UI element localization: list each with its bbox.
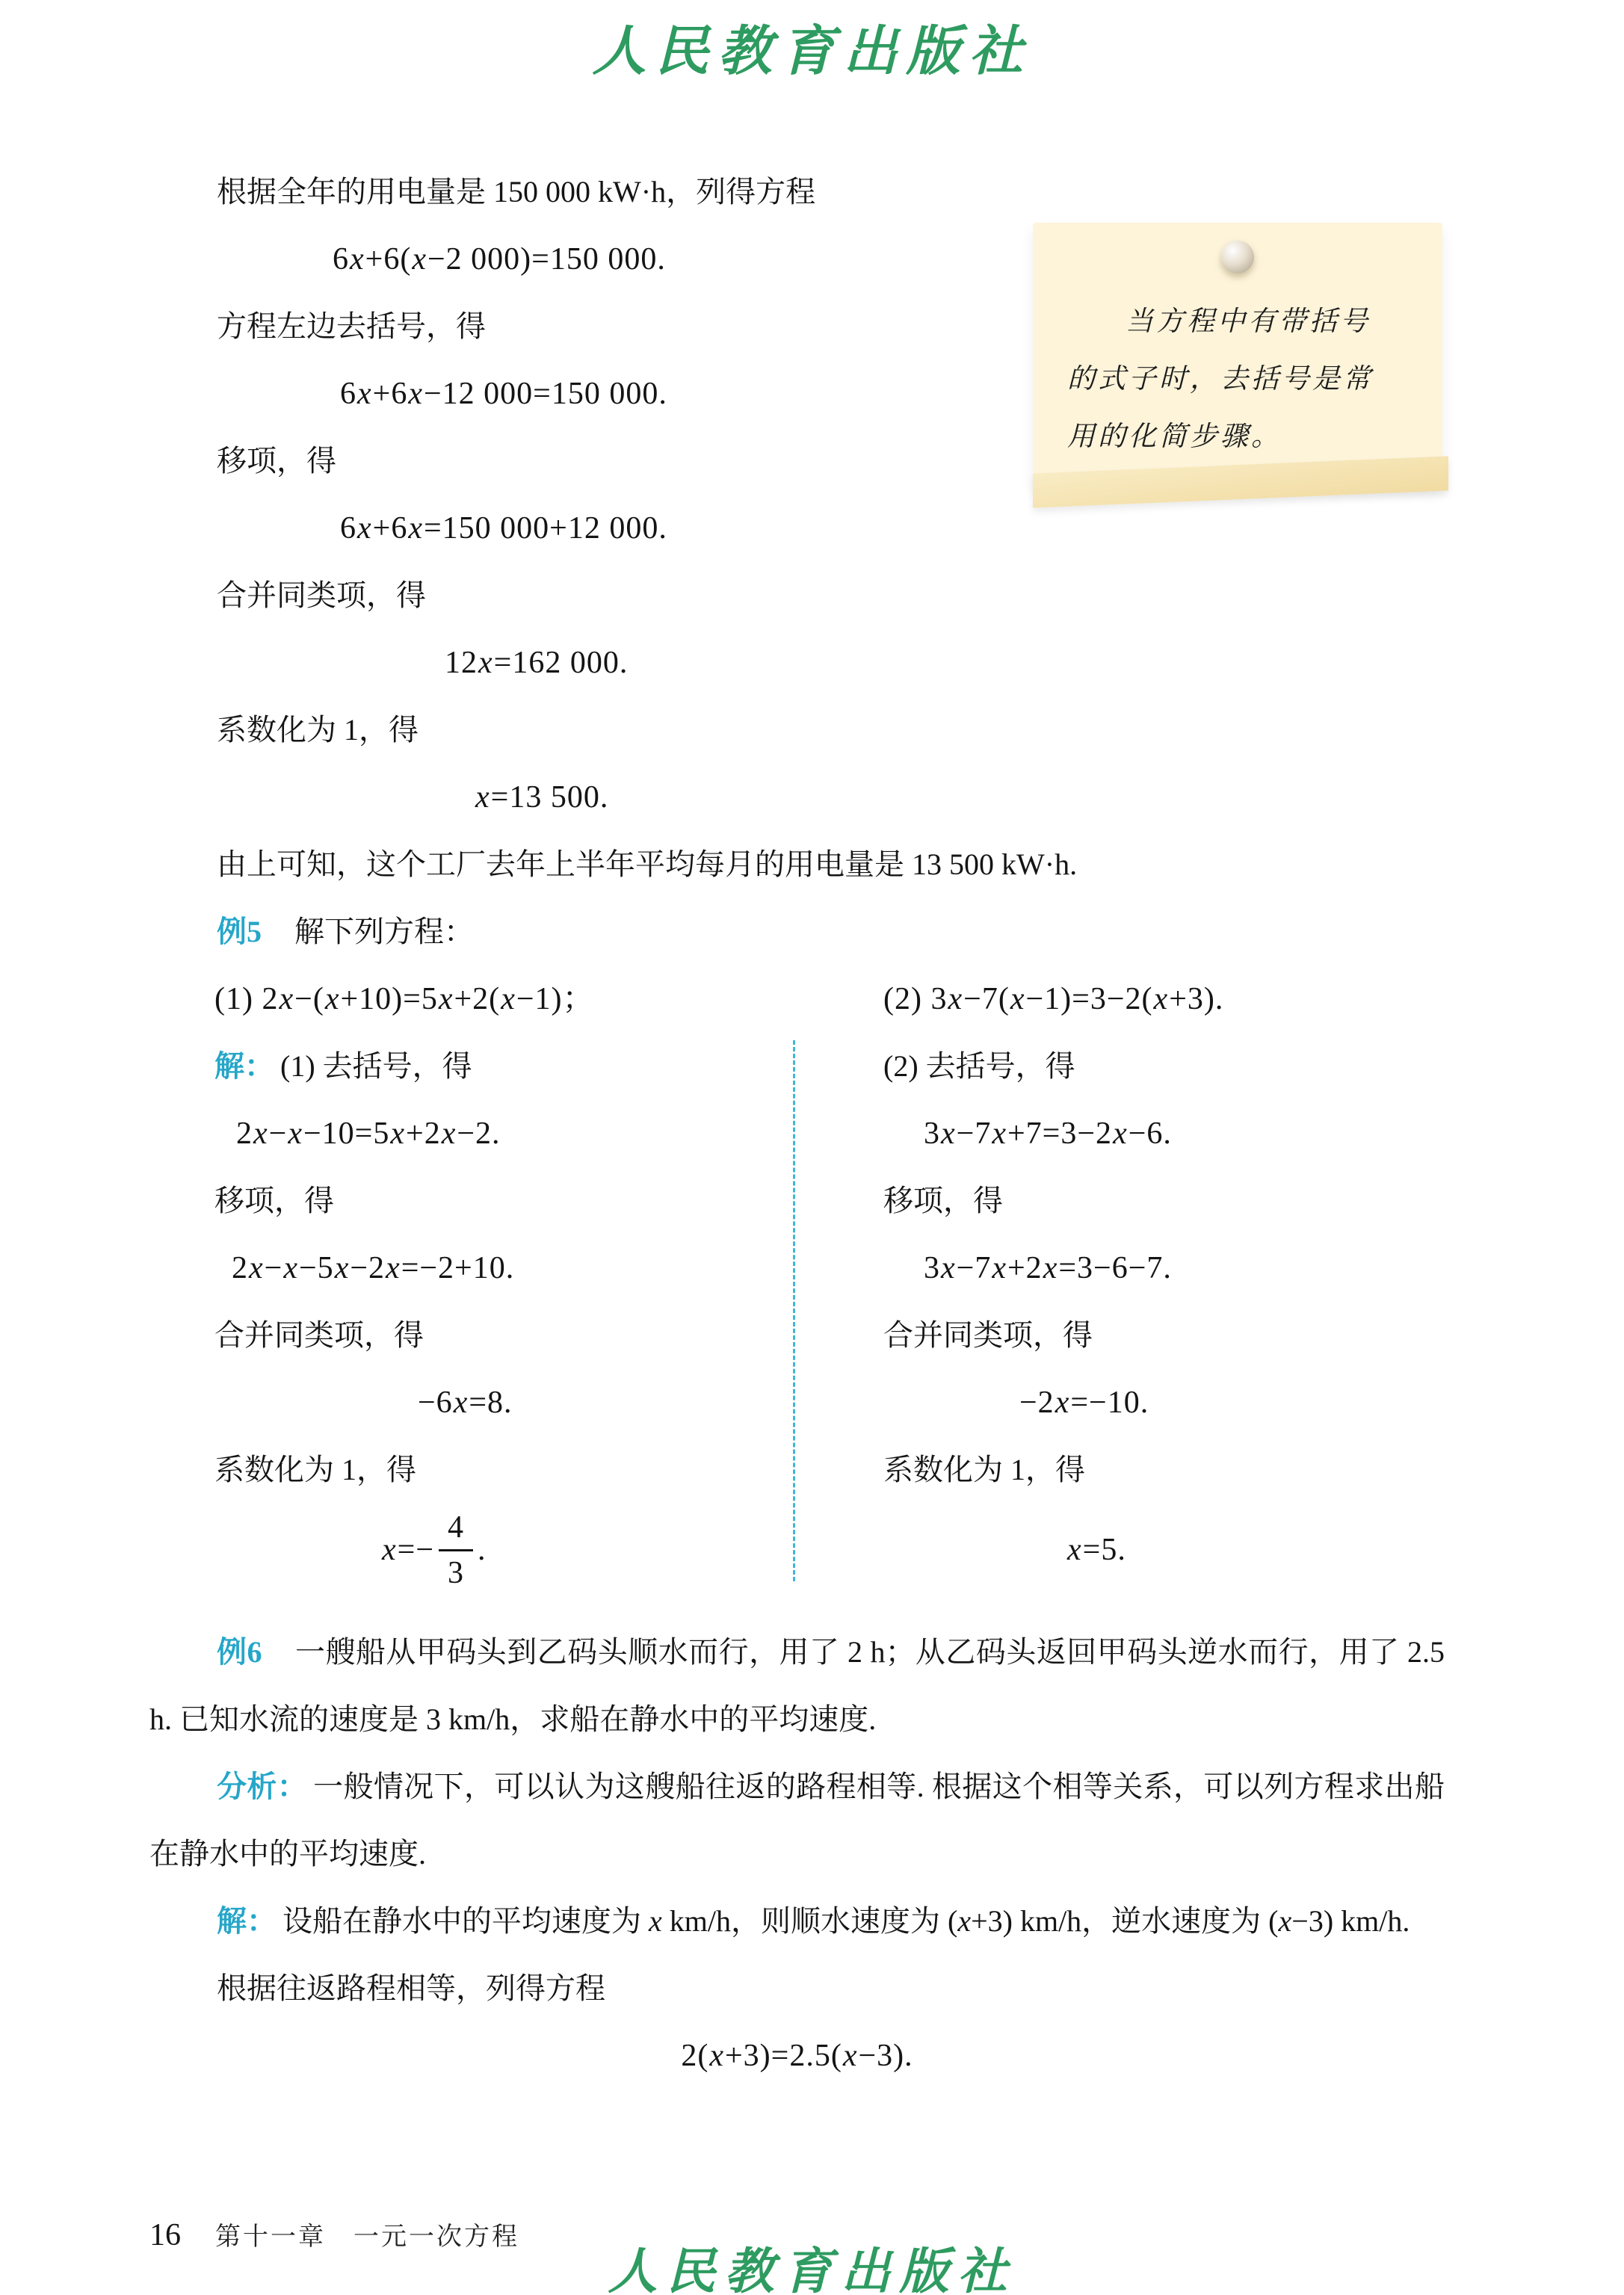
example6-text: 一艘船从甲码头到乙码头顺水而行，用了 2 h；从乙码头返回甲码头逆水而行，用了 2.5 h. 已知水流的速度是 3 km/h，求船在静水中的平均速度. [149,1635,1445,1736]
step-label: 合并同类项，得 [217,578,426,612]
fraction-numerator: 4 [439,1510,473,1551]
step-label: (2) 去括号，得 [883,1049,1075,1083]
solution-left-column [149,1033,793,1596]
analysis-label: 分析： [217,1770,308,1803]
example5-title: 解下列方程： [294,915,474,948]
note-line: 当方程中有带括号 [1126,306,1371,337]
example6-problem [149,1619,1445,1753]
step-equation: 3x−7x+7=3−2x−6. [924,1116,1172,1151]
example5-heading [149,898,1445,966]
note-line: 用的化简步骤。 [1067,421,1282,452]
analysis-text: 一般情况下，可以认为这艘船往返的路程相等. 根据这个相等关系，可以列方程求出船在静水中的平均速度. [149,1770,1445,1871]
step-equation: 12x=162 000. [445,646,629,680]
note-line: 的式子时，去括号是常 [1067,364,1374,395]
step-equation: −2x=−10. [1019,1386,1149,1420]
intro-line: 根据全年的用电量是 150 000 kW·h，列得方程 [217,175,816,209]
step-label: 系数化为 1，得 [217,713,419,747]
step-equation: x=13 500. [475,780,609,815]
publisher-logo-bottom: 人民教育出版社 [608,2242,1016,2295]
step-equation: 2x−x−10=5x+2x−2. [236,1116,501,1151]
problem-1: (1) 2x−(x+10)=5x+2(x−1)； [214,982,595,1016]
result-prefix: x=− [382,1533,435,1567]
step-equation: 3x−7x+2x=3−6−7. [924,1251,1172,1285]
setup-line: 根据往返路程相等，列得方程 [217,1971,605,2005]
fraction-denominator: 3 [448,1555,465,1590]
step-equation: 2x−x−5x−2x=−2+10. [232,1251,515,1285]
page-number: 16 [149,2218,181,2252]
final-equation: 2(x+3)=2.5(x−3). [681,2039,913,2073]
page-content [149,158,1445,2089]
step-label: 移项，得 [217,444,336,478]
result-equation [149,1504,793,1596]
step-equation: −6x=8. [418,1386,513,1420]
fraction [439,1510,473,1590]
example5-label: 例5 [217,915,262,948]
example6-label: 例6 [217,1635,262,1669]
solution-text: 设船在静水中的平均速度为 x km/h，则顺水速度为 (x+3) km/h，逆水速度为 (x−3) km/h. [282,1904,1410,1938]
result-equation: x=5. [1067,1533,1126,1567]
step-equation: 6x+6x−12 000=150 000. [340,377,667,411]
example6-analysis [149,1753,1445,1888]
step-label: 系数化为 1，得 [214,1453,416,1486]
step-label: 系数化为 1，得 [883,1453,1085,1486]
example5-problems [149,966,1445,1033]
step-label: 移项，得 [214,1184,334,1217]
conclusion-line: 由上可知，这个工厂去年上半年平均每月的用电量是 13 500 kW·h. [217,847,1078,881]
step-label [149,1033,793,1100]
solution-columns [149,1033,1445,1596]
step-label: 合并同类项，得 [214,1318,424,1352]
step-label: 移项，得 [883,1184,1003,1217]
step-label: 合并同类项，得 [883,1318,1093,1352]
problem-2: (2) 3x−7(x−1)=3−2(x+3). [883,982,1224,1016]
solution-label: 解： [214,1049,274,1083]
solution-label: 解： [217,1904,277,1938]
chapter-title: 第十一章 一元一次方程 [215,2223,519,2251]
step-equation: 6x+6x=150 000+12 000. [340,511,667,546]
step-label: 方程左边去括号，得 [217,309,486,343]
step-label-text: (1) 去括号，得 [280,1049,472,1083]
publisher-logo-top: 人民教育出版社 [592,19,1032,82]
equation-initial: 6x+6(x−2 000)=150 000. [333,242,666,277]
solution-right-column [795,1033,1445,1596]
example6-solution [149,1888,1445,1955]
result-suffix: . [478,1533,487,1567]
